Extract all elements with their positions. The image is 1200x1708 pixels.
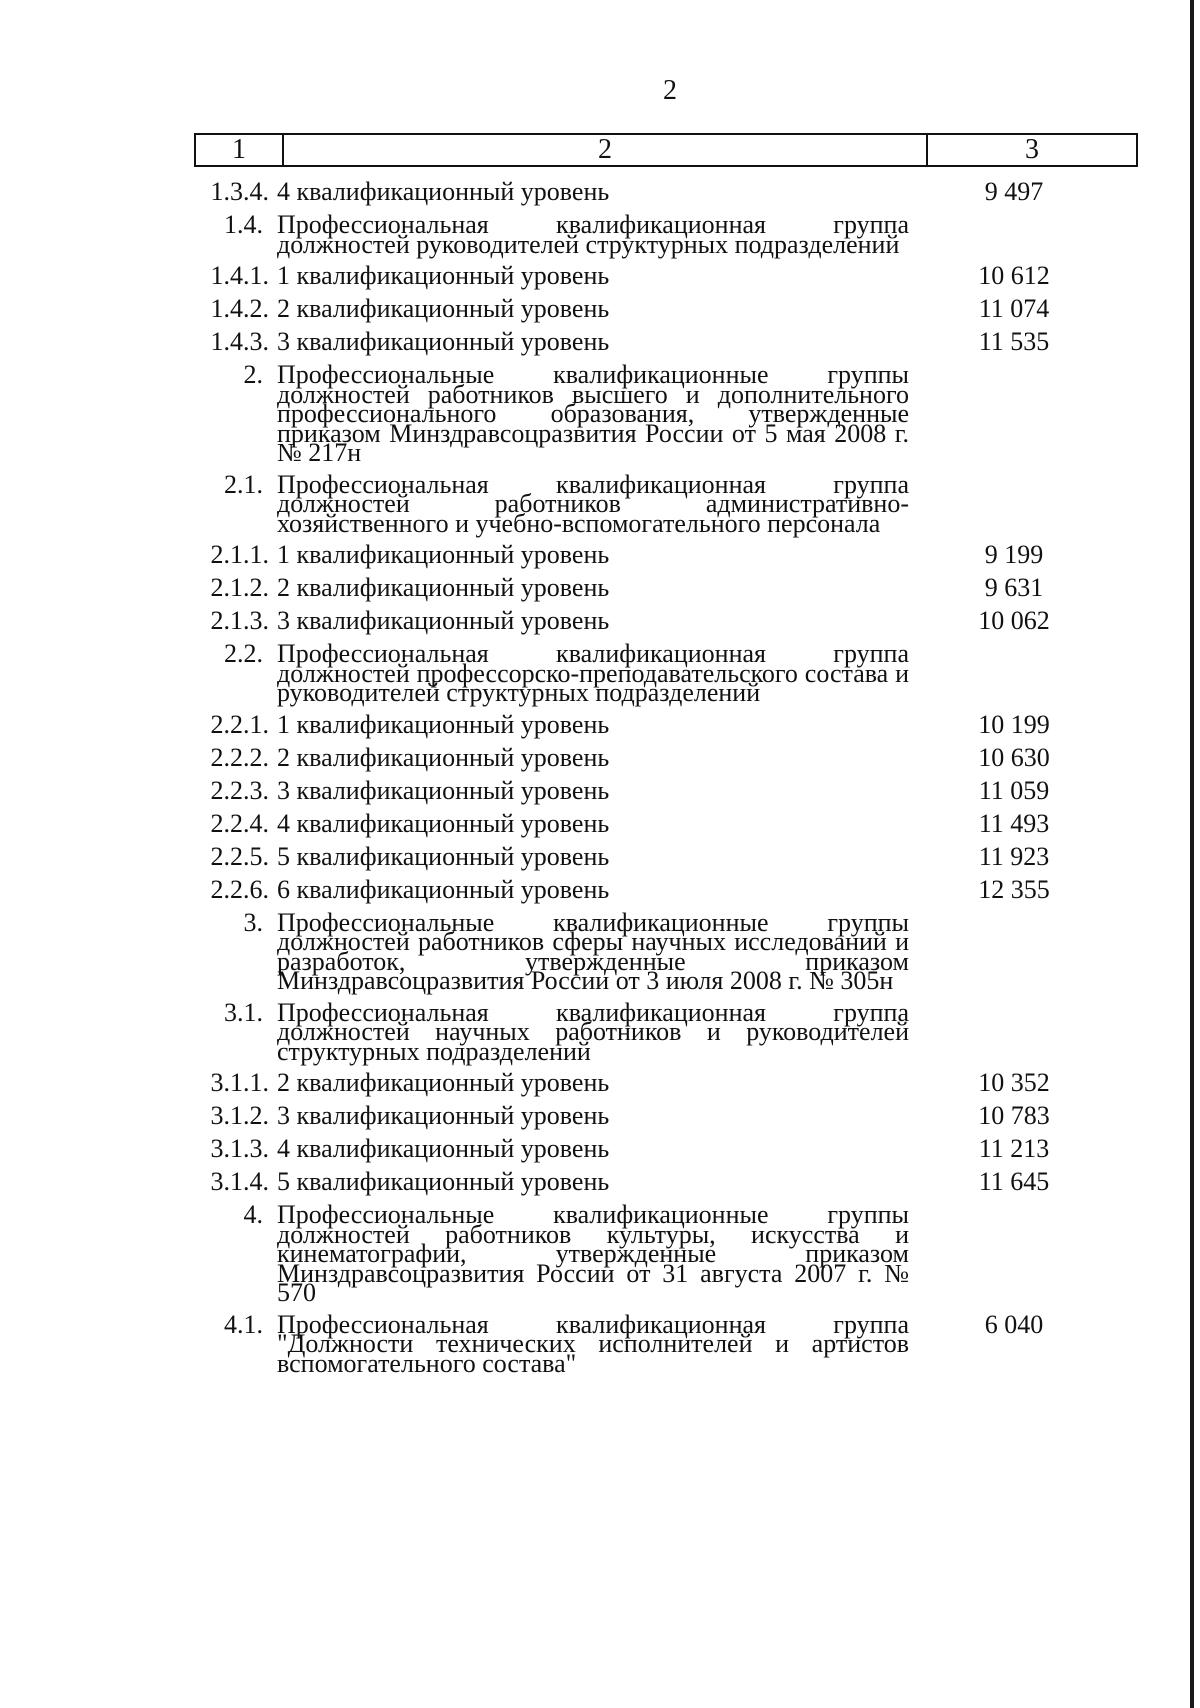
row-number: 2.1.2. xyxy=(210,573,269,602)
row-name: Профессиональная квалификационная группа "Должности технических исполнителей и артистов вспомогательного состава" xyxy=(277,1309,909,1378)
row-number: 2.2.5. xyxy=(210,841,269,871)
row-number: 3.1.4. xyxy=(210,1167,269,1196)
row-name: Профессиональные квалификационные группы должностей работников высшего и дополнительного профессионального образования, утвержденные приказом Минздравсоцразвития России от 5 мая 2008 г. № 217н xyxy=(277,360,909,467)
row-value: 11 493 xyxy=(978,808,1050,838)
row-number: 4.1. xyxy=(224,1309,263,1339)
row-value: 9 631 xyxy=(984,573,1044,602)
row-value: 9 497 xyxy=(984,177,1044,206)
table-row xyxy=(0,997,1200,1066)
row-value: 11 923 xyxy=(978,841,1050,871)
table-header xyxy=(194,133,1138,167)
table-row xyxy=(0,178,1200,205)
row-name: Профессиональная квалификационная группа должностей профессорско-преподавательского состава и руководителей структурных подразделений xyxy=(277,639,909,707)
row-number: 3.1.1. xyxy=(210,1068,269,1097)
page-number: 2 xyxy=(663,75,677,106)
header-col-2: 2 xyxy=(284,135,928,165)
table-row xyxy=(0,744,1200,771)
table-row xyxy=(0,1309,1200,1378)
table-body xyxy=(0,178,1200,1381)
table-row xyxy=(0,328,1200,355)
row-name: Профессиональная квалификационная группа должностей руководителей структурных подразделений xyxy=(277,210,909,259)
row-value: 10 352 xyxy=(978,1068,1050,1097)
row-number: 1.3.4. xyxy=(210,177,269,206)
row-name: 5 квалификационный уровень xyxy=(277,1167,610,1196)
table-row xyxy=(0,574,1200,601)
table-row xyxy=(0,1135,1200,1162)
row-number: 3.1.2. xyxy=(210,1101,269,1130)
row-number: 3.1. xyxy=(224,997,263,1027)
table-row xyxy=(0,639,1200,707)
table-row xyxy=(0,295,1200,322)
table-row xyxy=(0,541,1200,568)
header-col-1: 1 xyxy=(196,135,284,165)
row-value: 10 630 xyxy=(978,742,1050,772)
row-value: 11 535 xyxy=(978,327,1050,356)
row-number: 3.1.3. xyxy=(210,1134,269,1163)
table-row xyxy=(0,907,1200,995)
table-row xyxy=(0,360,1200,467)
row-name: 4 квалификационный уровень xyxy=(277,1134,610,1163)
table-row xyxy=(0,1168,1200,1195)
row-name: 1 квалификационный уровень xyxy=(277,261,610,290)
row-name: 2 квалификационный уровень xyxy=(277,742,610,772)
row-value: 12 355 xyxy=(978,874,1050,904)
table-row xyxy=(0,711,1200,738)
row-number: 1.4. xyxy=(224,210,263,239)
table-row xyxy=(0,210,1200,259)
row-value: 10 612 xyxy=(978,261,1050,290)
row-number: 2.2.6. xyxy=(210,874,269,904)
row-value: 6 040 xyxy=(984,1309,1044,1339)
row-name: 3 квалификационный уровень xyxy=(277,1101,610,1130)
row-number: 2.2.3. xyxy=(210,775,269,805)
row-number: 3. xyxy=(243,907,263,937)
row-name: 1 квалификационный уровень xyxy=(277,540,610,569)
row-number: 2.2. xyxy=(224,639,263,668)
table-row xyxy=(0,810,1200,837)
table-row xyxy=(0,1069,1200,1096)
row-name: Профессиональная квалификационная группа должностей научных работников и руководителей структурных подразделений xyxy=(277,997,909,1066)
row-name: 3 квалификационный уровень xyxy=(277,327,610,356)
row-number: 1.4.1. xyxy=(210,261,269,290)
row-name: 2 квалификационный уровень xyxy=(277,294,610,323)
row-value: 9 199 xyxy=(984,540,1044,569)
table-row xyxy=(0,469,1200,538)
table-row xyxy=(0,1102,1200,1129)
row-name: 1 квалификационный уровень xyxy=(277,709,610,739)
table-row xyxy=(0,262,1200,289)
table-row xyxy=(0,876,1200,903)
row-value: 10 062 xyxy=(978,606,1050,635)
row-value: 11 213 xyxy=(978,1134,1050,1163)
row-name: 3 квалификационный уровень xyxy=(277,775,610,805)
row-number: 2.2.2. xyxy=(210,742,269,772)
row-name: 2 квалификационный уровень xyxy=(277,573,610,602)
row-number: 2.1.3. xyxy=(210,606,269,635)
row-name: 6 квалификационный уровень xyxy=(277,874,610,904)
row-value: 10 199 xyxy=(978,709,1050,739)
row-name: 4 квалификационный уровень xyxy=(277,177,610,206)
table-row xyxy=(0,607,1200,634)
row-number: 2.1. xyxy=(224,469,263,499)
row-value: 11 074 xyxy=(978,294,1050,323)
table-row xyxy=(0,1200,1200,1307)
row-name: 2 квалификационный уровень xyxy=(277,1068,610,1097)
row-name: 4 квалификационный уровень xyxy=(277,808,610,838)
row-number: 2. xyxy=(243,360,263,389)
row-name: Профессиональные квалификационные группы должностей работников сферы научных исследований и разработок, утвержденные приказом Минздравсоцразвития России от 3 июля 2008 г. № 305н xyxy=(277,907,909,995)
row-number: 1.4.3. xyxy=(210,327,269,356)
row-name: 5 квалификационный уровень xyxy=(277,841,610,871)
row-number: 2.2.4. xyxy=(210,808,269,838)
row-number: 2.1.1. xyxy=(210,540,269,569)
row-name: 3 квалификационный уровень xyxy=(277,606,610,635)
row-value: 10 783 xyxy=(978,1101,1050,1130)
header-col-3: 3 xyxy=(1025,134,1039,165)
row-number: 1.4.2. xyxy=(210,294,269,323)
row-number: 4. xyxy=(243,1200,263,1229)
row-value: 11 059 xyxy=(978,775,1050,805)
row-value: 11 645 xyxy=(978,1167,1050,1196)
table-row xyxy=(0,843,1200,870)
row-name: Профессиональная квалификационная группа должностей работников административно-хозяйственного и учебно-вспомогательного персонала xyxy=(277,469,909,538)
row-number: 2.2.1. xyxy=(210,709,269,739)
row-name: Профессиональные квалификационные группы должностей работников культуры, искусства и кинематографии, утвержденные приказом Минздравсоцразвития России от 31 августа 2007 г. № 570 xyxy=(277,1200,909,1307)
table-row xyxy=(0,777,1200,804)
